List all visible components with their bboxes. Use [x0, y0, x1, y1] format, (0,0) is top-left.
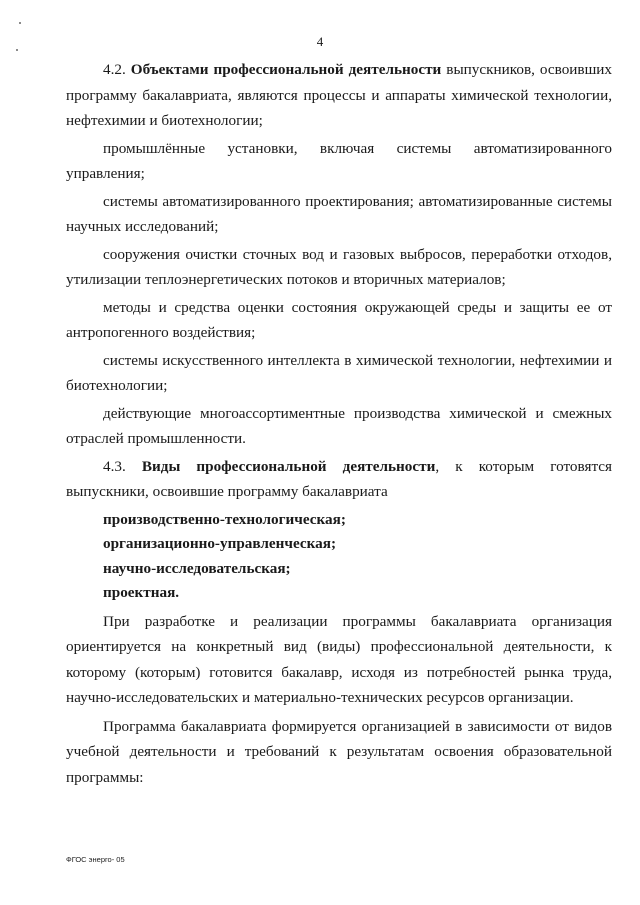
section-heading: Объектами профессиональной деятельности — [130, 61, 442, 78]
activity-kind-item: производственно-технологическая; — [103, 510, 346, 528]
object-item: системы автоматизированного проектирования; автоматизированные системы научных исследований; — [66, 192, 612, 235]
section-heading: Виды профессиональной деятельности — [141, 457, 436, 475]
object-item: методы и средства оценки состояния окружающей среды и защиты ее от антропогенного воздействия; — [66, 298, 612, 341]
activity-kind-item: организационно-управленческая; — [103, 535, 336, 552]
scan-speck — [19, 22, 21, 24]
object-item: системы искусственного интеллекта в химической технологии, нефтехимии и биотехнологии; — [66, 351, 612, 394]
page-number: 4 — [316, 34, 324, 49]
activity-kind-item: проектная. — [103, 584, 180, 601]
paragraph-text: , к которым готовятся выпускники, освоившие программу бакалавриата — [66, 457, 612, 500]
activity-kind-item: научно-исследовательская; — [103, 559, 291, 577]
paragraph-text: выпускников, освоивших программу бакалавриата, являются процессы и аппараты химической технологии, нефтехимии и биотехнологии; — [66, 61, 613, 129]
paragraph-4-3 — [66, 454, 612, 505]
paragraph-implementation: При разработке и реализации программы бакалавриата организация ориентируется на конкретный вид (виды) профессиональной деятельности, к которому (которым) готовится бакалавр, исходя из потребностей рынка труда, научно-исследовательских и материально-технических ресурсов организации. — [66, 612, 612, 706]
object-item: промышлённые установки, включая системы автоматизированного управления; — [66, 139, 612, 182]
document-body — [66, 57, 612, 790]
footer-label: ФГОС энерго- 05 — [66, 855, 125, 864]
object-item: сооружения очистки сточных вод и газовых выбросов, переработки отходов, утилизации теплоэнергетических потоков и вторичных материалов; — [66, 245, 612, 288]
section-number: 4.3. — [103, 457, 126, 475]
section-number: 4.2. — [103, 61, 126, 78]
object-item: действующие многоассортиментные производства химической и смежных отраслей промышленности. — [66, 404, 612, 447]
paragraph-4-2 — [66, 57, 612, 134]
paragraph-formation: Программа бакалавриата формируется организацией в зависимости от видов учебной деятельности и требований к результатам освоения образовательной программы: — [66, 717, 612, 786]
